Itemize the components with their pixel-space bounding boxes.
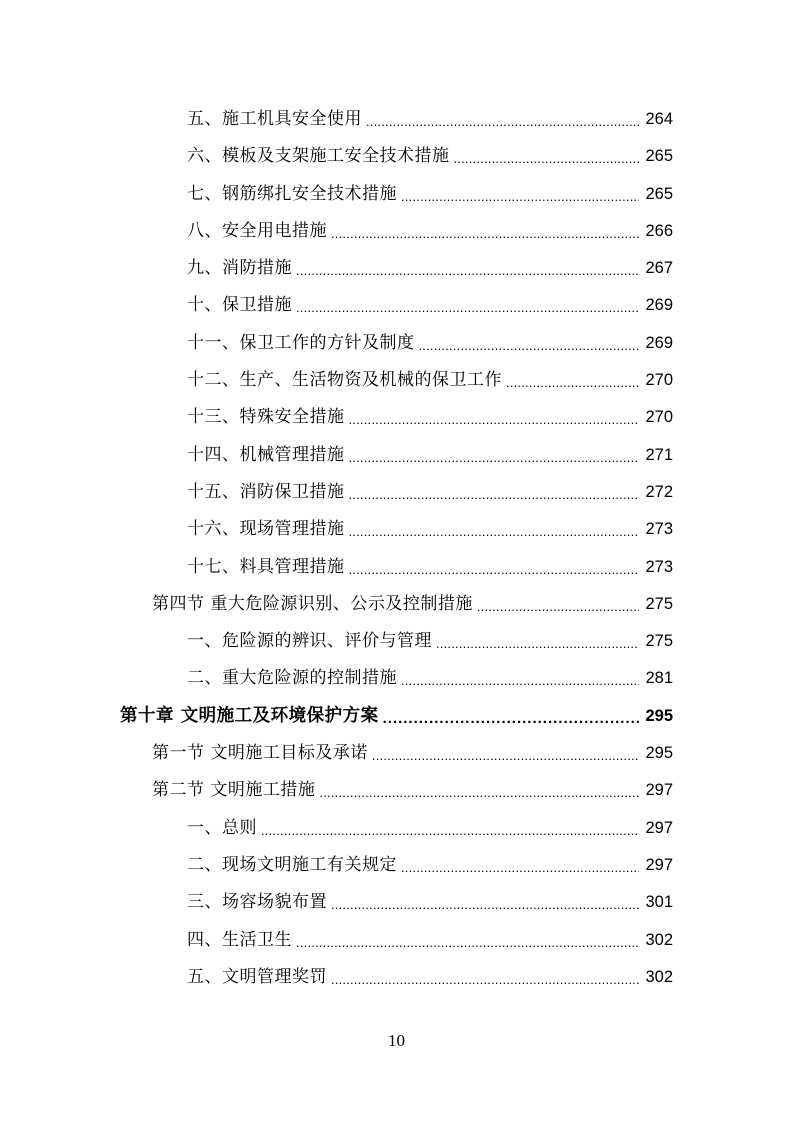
toc-entry-title: 六、模板及支架施工安全技术措施: [187, 146, 450, 167]
toc-entry-title: 第十章 文明施工及环境保护方案: [120, 705, 379, 726]
toc-dot-leader: [319, 772, 639, 809]
toc-entry-page: 272: [645, 482, 673, 501]
toc-entry-page: 265: [645, 147, 673, 166]
toc-section-entry[interactable]: [0, 586, 793, 623]
page-number: 10: [388, 1031, 405, 1050]
toc-dot-leader: [296, 287, 639, 324]
toc-dot-leader: [349, 399, 640, 436]
toc-entry-page: 269: [645, 333, 673, 352]
toc-subsection-entry[interactable]: [0, 138, 793, 175]
toc-entry-title: 四、生活卫生: [187, 929, 292, 950]
toc-entry-title: 二、重大危险源的控制措施: [187, 668, 397, 689]
toc-entry-title: 第四节 重大危险源识别、公示及控制措施: [152, 593, 473, 614]
toc-dot-leader: [296, 922, 639, 959]
toc-dot-leader: [477, 586, 639, 623]
toc-subsection-entry[interactable]: [0, 959, 793, 996]
toc-entry-title: 三、场容场貌布置: [187, 892, 327, 913]
toc-dot-leader: [349, 437, 640, 474]
toc-entry-page: 264: [645, 110, 673, 128]
toc-subsection-entry[interactable]: [0, 511, 793, 548]
toc-entry-title: 十六、现场管理措施: [187, 519, 345, 540]
toc-entry-title: 九、消防措施: [187, 258, 292, 279]
toc-entry-title: 十三、特殊安全措施: [187, 407, 345, 428]
toc-subsection-entry[interactable]: [0, 810, 793, 847]
toc-entry-page: 301: [645, 893, 673, 912]
toc-subsection-entry[interactable]: [0, 213, 793, 250]
toc-entry-page: 275: [645, 632, 673, 651]
toc-entry-title: 第一节 文明施工目标及承诺: [152, 743, 368, 764]
toc-dot-leader: [506, 362, 639, 399]
toc-entry-page: 297: [645, 818, 673, 837]
toc-entry-page: 295: [645, 744, 673, 763]
toc-dot-leader: [436, 623, 639, 660]
toc-entry-page: 270: [645, 408, 673, 427]
toc-dot-leader: [349, 474, 640, 511]
toc-subsection-entry[interactable]: [0, 549, 793, 586]
toc-entry-title: 十一、保卫工作的方针及制度: [187, 332, 415, 353]
toc-subsection-entry[interactable]: [0, 101, 793, 138]
toc-entry-title: 五、文明管理奖罚: [187, 966, 327, 987]
toc-subsection-entry[interactable]: [0, 362, 793, 399]
toc-dot-leader: [401, 847, 639, 884]
toc-subsection-entry[interactable]: [0, 250, 793, 287]
toc-entry-page: 297: [645, 781, 673, 800]
toc-entry-title: 七、钢筋绑扎安全技术措施: [187, 183, 397, 204]
toc-entry-title: 一、总则: [187, 817, 257, 838]
toc-dot-leader: [383, 698, 639, 735]
toc-entry-page: 267: [645, 259, 673, 278]
toc-entry-page: 266: [645, 221, 673, 240]
toc-entry-title: 十四、机械管理措施: [187, 444, 345, 465]
toc-entry-page: 297: [645, 855, 673, 874]
toc-dot-leader: [349, 511, 640, 548]
toc-subsection-entry[interactable]: [0, 623, 793, 660]
toc-dot-leader: [261, 810, 639, 847]
toc-subsection-entry[interactable]: [0, 176, 793, 213]
toc-entry-page: 302: [645, 930, 673, 949]
toc-entry-title: 八、安全用电措施: [187, 220, 327, 241]
toc-entry-page: 281: [645, 669, 673, 688]
toc-dot-leader: [401, 176, 639, 213]
toc-entry-page: 295: [645, 706, 673, 725]
toc-section-entry[interactable]: [0, 772, 793, 809]
toc-dot-leader: [372, 735, 639, 772]
toc-subsection-entry[interactable]: [0, 287, 793, 324]
toc-dot-leader: [366, 101, 639, 138]
toc-entry-title: 五、施工机具安全使用: [187, 109, 362, 129]
toc-dot-leader: [401, 660, 639, 697]
toc-subsection-entry[interactable]: [0, 437, 793, 474]
toc-dot-leader: [454, 138, 640, 175]
toc-dot-leader: [331, 213, 639, 250]
table-of-contents: [0, 101, 793, 996]
toc-entry-title: 十二、生产、生活物资及机械的保卫工作: [187, 370, 502, 391]
toc-entry-title: 十七、料具管理措施: [187, 556, 345, 577]
toc-entry-title: 十、保卫措施: [187, 295, 292, 316]
toc-entry-page: 269: [645, 296, 673, 315]
toc-chapter-entry[interactable]: [0, 698, 793, 735]
toc-section-entry[interactable]: [0, 735, 793, 772]
toc-entry-page: 271: [645, 445, 673, 464]
toc-entry-page: 273: [645, 520, 673, 539]
toc-subsection-entry[interactable]: [0, 325, 793, 362]
toc-entry-page: 302: [645, 967, 673, 986]
toc-entry-title: 一、危险源的辨识、评价与管理: [187, 631, 432, 652]
toc-subsection-entry[interactable]: [0, 922, 793, 959]
toc-dot-leader: [296, 250, 639, 287]
toc-entry-title: 第二节 文明施工措施: [152, 780, 316, 801]
toc-subsection-entry[interactable]: [0, 660, 793, 697]
toc-entry-page: 265: [645, 184, 673, 203]
toc-subsection-entry[interactable]: [0, 847, 793, 884]
toc-dot-leader: [331, 959, 639, 996]
toc-subsection-entry[interactable]: [0, 474, 793, 511]
toc-dot-leader: [419, 325, 640, 362]
toc-entry-page: 275: [645, 594, 673, 613]
toc-subsection-entry[interactable]: [0, 399, 793, 436]
toc-entry-title: 十五、消防保卫措施: [187, 481, 345, 502]
toc-dot-leader: [349, 549, 640, 586]
toc-entry-page: 273: [645, 557, 673, 576]
toc-subsection-entry[interactable]: [0, 884, 793, 921]
toc-entry-page: 270: [645, 371, 673, 390]
toc-entry-title: 二、现场文明施工有关规定: [187, 854, 397, 875]
toc-dot-leader: [331, 884, 639, 921]
